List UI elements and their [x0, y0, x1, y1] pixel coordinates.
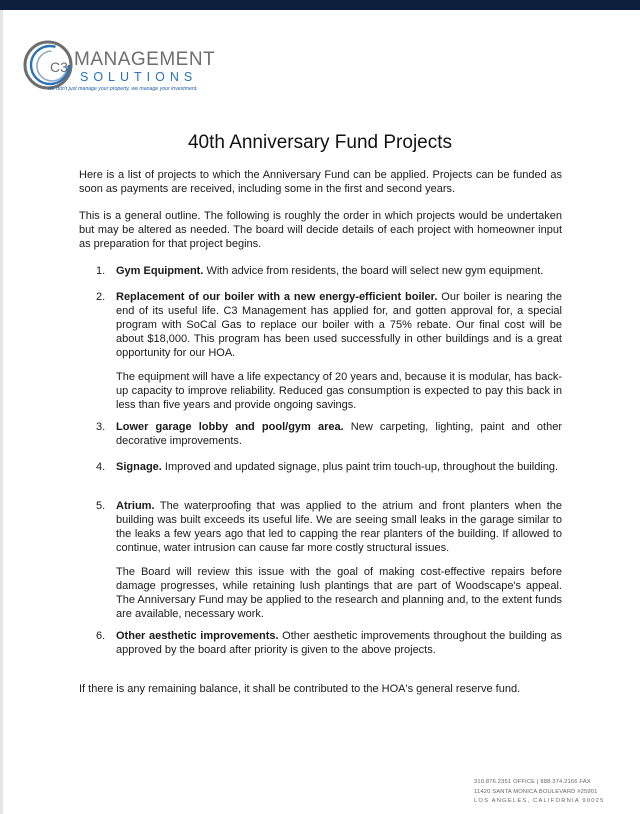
project-item-1 [96, 264, 562, 278]
footer-phone-fax: 310.876.2351 OFFICE | 888.374.2166 FAX [474, 779, 591, 785]
item-paragraph [116, 499, 562, 555]
project-item-6 [96, 629, 562, 657]
company-logo [22, 38, 282, 94]
logo-tagline: we don't just manage your property, we manage your investment. [48, 86, 198, 92]
item-text: New carpeting, lighting, paint and other decorative improvements. [116, 421, 562, 447]
item-paragraph [116, 420, 562, 448]
item-text: Our boiler is nearing the end of its useful life. C3 Management has applied for, and gotten approval for, a special program with SoCal Gas to replace our boiler with a 75% rebate. Our final cost will be about $18,000. This program has been used successfully in other buildings and is a great opportunity for our HOA. [116, 291, 562, 359]
footer-street-address: 11420 SANTA MONICA BOULEVARD #25901 [474, 788, 598, 795]
item-title: Lower garage lobby and pool/gym area. [116, 421, 344, 433]
item-number: 3. [96, 421, 106, 433]
project-item-4 [96, 460, 562, 474]
item-title: Signage. [116, 461, 162, 473]
intro-paragraph-2: This is a general outline. The following is roughly the order in which projects would be undertaken but may be altered as needed. The board will decide details of each project with homeowner input as preparation for that project begins. [79, 210, 562, 250]
project-item-3 [96, 420, 562, 448]
item-text: Improved and updated signage, plus paint trim touch-up, throughout the building. [161, 461, 559, 473]
item-paragraph [116, 264, 562, 278]
item-title: Atrium. [116, 500, 155, 512]
item-title: Other aesthetic improvements. [116, 630, 279, 642]
contact-footer [474, 778, 620, 807]
item-text: The waterproofing that was applied to the atrium and front planters when the building was built exceeds its useful life. We are seeing small leaks in the garage similar to the leaks a few years ago that led to capping the rear planters of the building. If allowed to continue, water intrusion can cause far more costly structural issues. [116, 500, 562, 554]
item-number: 6. [96, 630, 106, 642]
page-edge-shadow [0, 10, 3, 814]
item-number: 4. [96, 461, 106, 473]
logo-word-solutions: SOLUTIONS [80, 70, 198, 84]
logo-word-management: MANAGEMENT [74, 49, 216, 70]
project-item-5 [96, 499, 562, 621]
item-title: Replacement of our boiler with a new energy-efficient boiler. [116, 291, 438, 303]
item-paragraph [116, 629, 562, 657]
footer-city-state-zip: LOS ANGELES, CALIFORNIA 90025 [474, 798, 605, 804]
item-extra-paragraph: The equipment will have a life expectancy of 20 years and, because it is modular, has back-up capacity to improve reliability. Reduced gas consumption is expected to pay this back in less than five years and provide ongoing savings. [116, 371, 562, 411]
intro-paragraph-1: Here is a list of projects to which the Anniversary Fund can be applied. Projects can be funded as soon as payments are received, including some in the first and second years. [79, 169, 562, 195]
page-title: 40th Anniversary Fund Projects [187, 132, 453, 153]
item-number: 2. [96, 291, 106, 303]
item-number: 1. [96, 265, 106, 277]
item-text: With advice from residents, the board will select new gym equipment. [203, 265, 544, 277]
project-item-2 [96, 290, 562, 412]
logo-mark: C3 [50, 59, 68, 75]
item-paragraph [116, 290, 562, 360]
item-title: Gym Equipment. [116, 265, 204, 277]
top-border-bar [0, 0, 640, 10]
closing-paragraph: If there is any remaining balance, it shall be contributed to the HOA's general reserve fund. [79, 683, 521, 695]
item-text: Other aesthetic improvements throughout the building as approved by the board after priority is given to the above projects. [116, 630, 563, 656]
item-paragraph [116, 460, 562, 474]
item-extra-paragraph: The Board will review this issue with the goal of making cost-effective repairs before damage progresses, while retaining lush plantings that are part of Woodscape's appeal. The Anniversary Fund may be applied to the research and planning and, to the extent funds are available, necessary work. [116, 566, 562, 620]
item-number: 5. [96, 500, 106, 512]
